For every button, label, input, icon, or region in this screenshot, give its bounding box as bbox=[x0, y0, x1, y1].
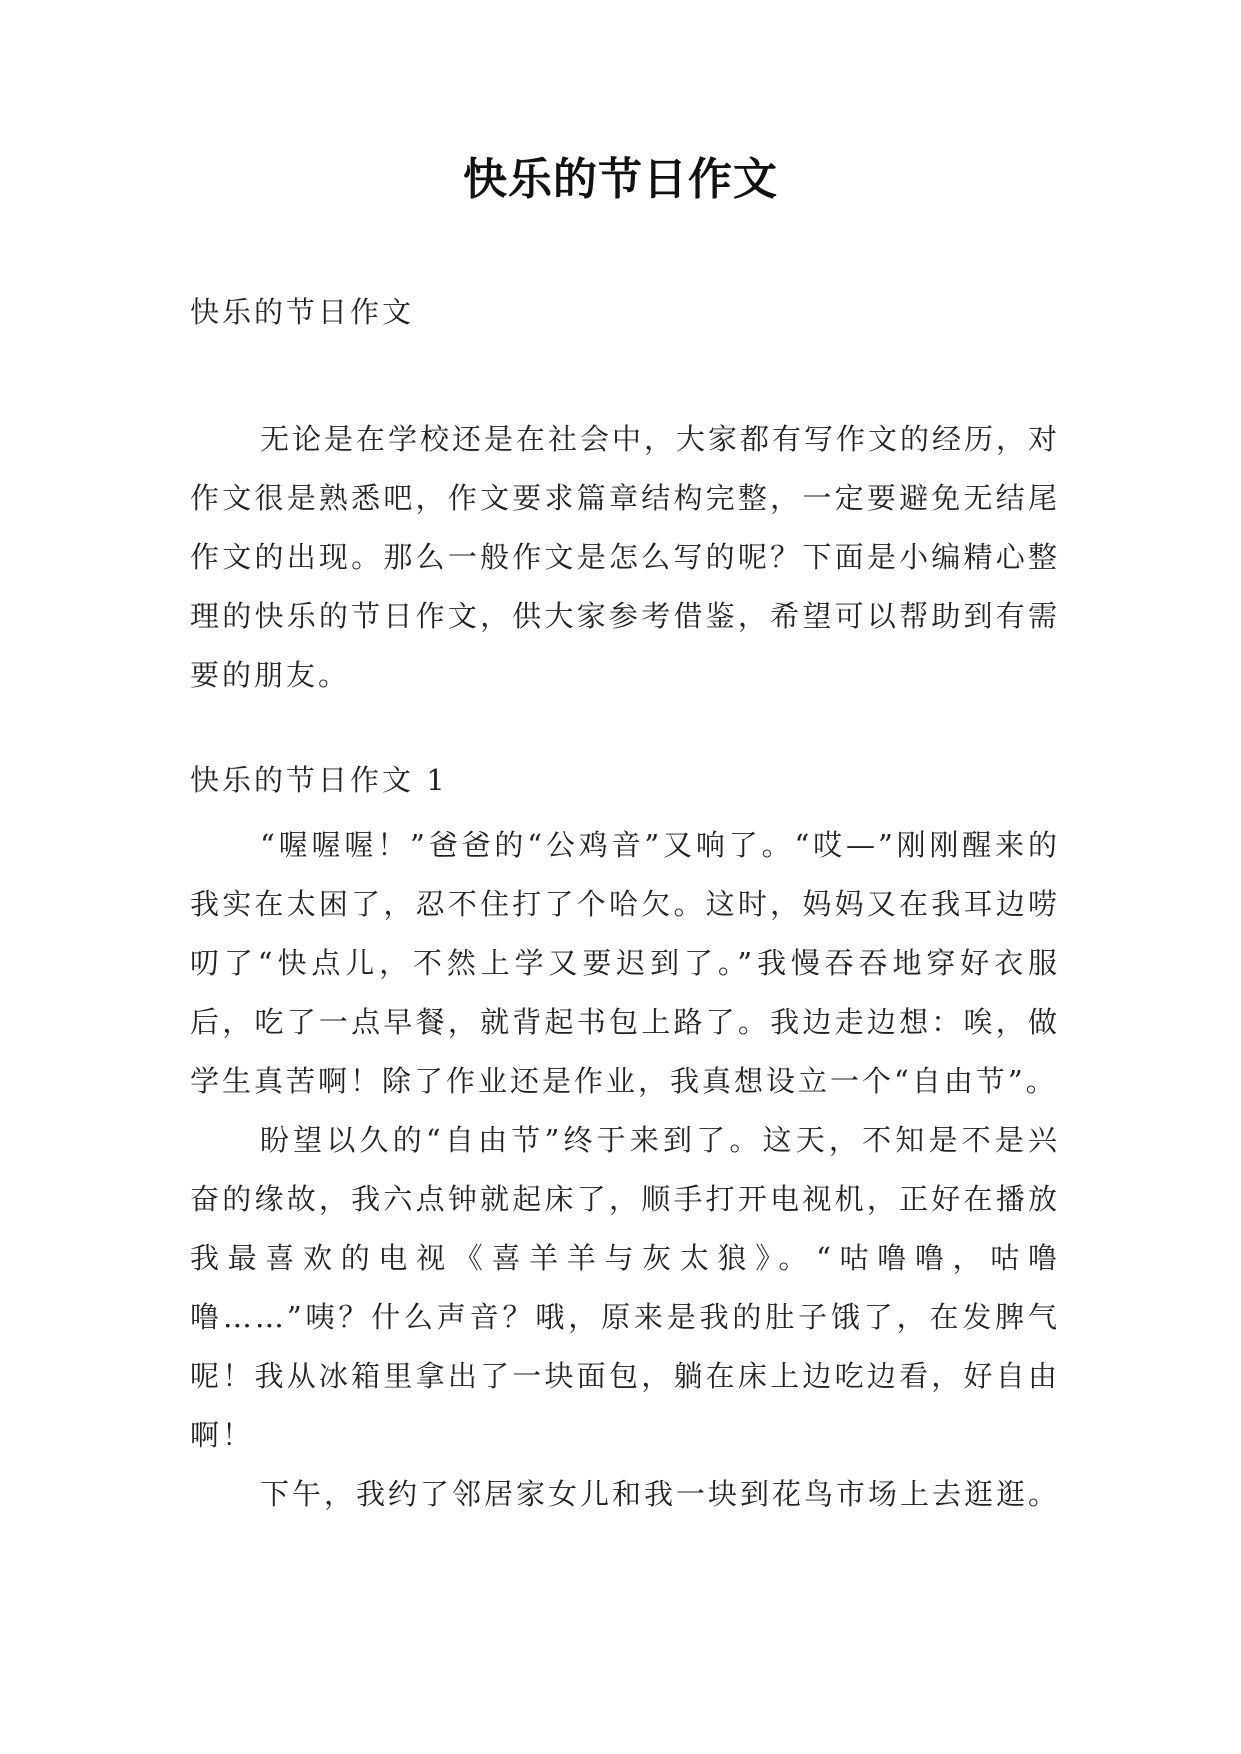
essay-body bbox=[190, 816, 1060, 1524]
body-paragraph: 盼望以久的“自由节”终于来到了。这天，不知是不是兴奋的缘故，我六点钟就起床了，顺手打开电视机，正好在播放我最喜欢的电视《喜羊羊与灰太狼》。“咕噜噜，咕噜噜……”咦？什么声音？哦，原来是我的肚子饿了，在发脾气呢！我从冰箱里拿出了一块面包，躺在床上边吃边看，好自由啊！ bbox=[190, 1123, 1060, 1452]
intro-paragraph: 无论是在学校还是在社会中，大家都有写作文的经历，对作文很是熟悉吧，作文要求篇章结构完整，一定要避免无结尾作文的出现。那么一般作文是怎么写的呢？下面是小编精心整理的快乐的节日作文，供大家参考借鉴，希望可以帮助到有需要的朋友。 bbox=[190, 422, 1061, 692]
body-paragraph: “喔喔喔！”爸爸的“公鸡音”又响了。“哎—”刚刚醒来的我实在太困了，忍不住打了个哈欠。这时，妈妈又在我耳边唠叨了“快点儿，不然上学又要迟到了。”我慢吞吞地穿好衣服后，吃了一点早餐，就背起书包上路了。我边走边想：唉，做学生真苦啊！除了作业还是作业，我真想设立一个“自由节”。 bbox=[190, 828, 1060, 1098]
section-heading: 快乐的节日作文 1 bbox=[190, 763, 448, 797]
body-paragraph: 下午，我约了邻居家女儿和我一块到花鸟市场上去逛逛。 bbox=[260, 1477, 1061, 1511]
document-subtitle: 快乐的节日作文 bbox=[190, 295, 415, 329]
document-title: 快乐的节日作文 bbox=[463, 154, 778, 205]
